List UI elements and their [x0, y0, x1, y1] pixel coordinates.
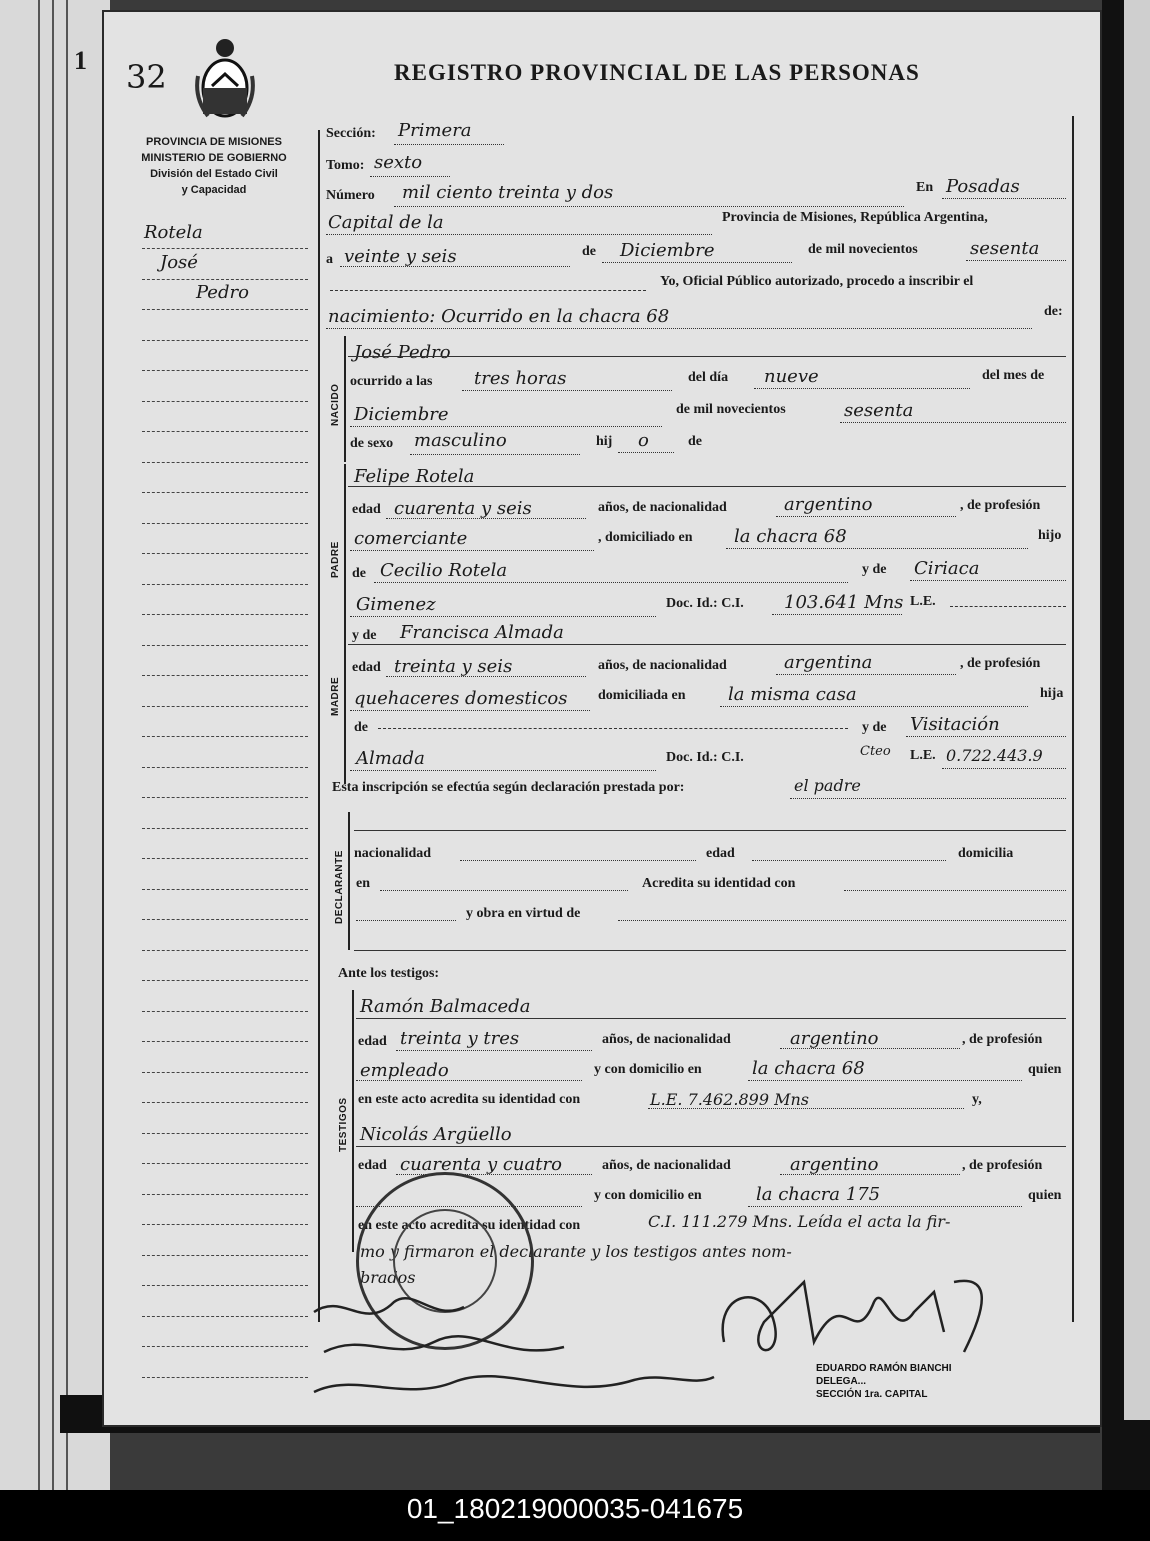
padre-prof-value: comerciante — [354, 528, 468, 549]
t2-dom-value: la chacra 175 — [756, 1184, 881, 1205]
t1-nac-label: años, de nacionalidad — [602, 1032, 731, 1047]
padre-tag: PADRE — [330, 541, 341, 578]
margin-line — [142, 889, 308, 890]
margin-line — [142, 950, 308, 951]
de-nacido-label: de — [688, 434, 702, 449]
testigos-label: Ante los testigos: — [338, 966, 440, 981]
dia-value: veinte y seis — [344, 246, 457, 267]
padre-madre-value: Ciriaca — [914, 558, 980, 579]
margin-second-name: Pedro — [196, 282, 249, 303]
margin-line — [142, 1102, 308, 1103]
provincia-label: Provincia de Misiones, República Argentina, — [722, 210, 988, 225]
seccion-value: Primera — [398, 120, 472, 141]
madre-doc-label: Doc. Id.: C.I. — [666, 750, 744, 765]
t1-edad-label: edad — [358, 1034, 387, 1049]
lugar-value: Capital de la — [328, 212, 444, 233]
t1-dom-value: la chacra 68 — [752, 1058, 865, 1079]
form-left-rule — [318, 130, 320, 1322]
testigo2-name: Nicolás Argüello — [360, 1124, 512, 1145]
decl-en-label: en — [356, 876, 370, 891]
margin-line — [142, 767, 308, 768]
madre-cteo: Cteo — [860, 744, 891, 759]
a-label: a — [326, 252, 333, 267]
hij-value: o — [638, 430, 649, 451]
margin-line — [142, 309, 308, 310]
province-block — [124, 134, 304, 198]
t2-dom-label: y con domicilio en — [594, 1188, 702, 1203]
oficial-label: Yo, Oficial Público autorizado, procedo a inscribir el — [660, 274, 974, 289]
register-page — [104, 12, 1100, 1425]
declaracion-label: Esta inscripción se efectúa según declaración prestada por: — [332, 780, 685, 795]
madre-dom-label: domiciliada en — [598, 688, 686, 703]
padre-doc-value: 103.641 Mns — [784, 592, 904, 613]
madre-madre-value: Visitación — [910, 714, 1000, 735]
margin-surname: Rotela — [144, 222, 203, 243]
t1-y-label: y, — [972, 1092, 982, 1107]
form-right-rule — [1072, 116, 1074, 1322]
decl-acredita-label: Acredita su identidad con — [642, 876, 796, 891]
madre-tag: MADRE — [330, 676, 341, 716]
mes-value: Diciembre — [620, 240, 715, 261]
anio-value: sesenta — [970, 238, 1040, 259]
t1-prof-value: empleado — [360, 1060, 449, 1081]
padre-apellido: Gimenez — [356, 594, 436, 615]
closing-line-1: mo y firmaron el declarante y los testigos antes nom- — [360, 1242, 792, 1261]
margin-line — [142, 919, 308, 920]
t2-prof-label: , de profesión — [962, 1158, 1043, 1173]
madre-prof-label: , de profesión — [960, 656, 1041, 671]
margin-line — [142, 1072, 308, 1073]
sexo-value: masculino — [414, 430, 507, 451]
page-number: 32 — [126, 58, 167, 96]
margin-line — [142, 645, 308, 646]
madre-edad-value: treinta y seis — [394, 656, 513, 677]
document-title: REGISTRO PROVINCIAL DE LAS PERSONAS — [394, 60, 920, 85]
division-line: División del Estado Civil — [150, 168, 278, 180]
t1-dom-label: y con domicilio en — [594, 1062, 702, 1077]
margin-line — [142, 431, 308, 432]
padre-padre-value: Cecilio Rotela — [380, 560, 508, 581]
del-dia-label: del día — [688, 370, 729, 385]
margin-line — [142, 675, 308, 676]
officer-stamp — [816, 1362, 1006, 1401]
left-leaf-number: 1 — [74, 46, 87, 75]
margin-line — [142, 736, 308, 737]
decl-nacionalidad-label: nacionalidad — [354, 846, 432, 861]
padre-edad-value: cuarenta y seis — [394, 498, 532, 519]
margin-line — [142, 1133, 308, 1134]
numero-value: mil ciento treinta y dos — [402, 182, 614, 203]
margin-line — [142, 1346, 308, 1347]
margin-line — [142, 279, 308, 280]
t1-acredita-label: en este acto acredita su identidad con — [358, 1092, 581, 1107]
padre-nac-value: argentino — [784, 494, 873, 515]
madre-le-label: L.E. — [910, 748, 936, 763]
margin-line — [142, 462, 308, 463]
en-label: En — [916, 180, 934, 195]
madre-le-value: 0.722.443.9 — [946, 746, 1043, 765]
testigo1-name: Ramón Balmaceda — [360, 996, 531, 1017]
margin-line — [142, 248, 308, 249]
madre-hija-label: hija — [1040, 686, 1064, 701]
padre-hijo-label: hijo — [1038, 528, 1062, 543]
nacido-name: José Pedro — [354, 342, 451, 363]
stamp-line-3: SECCIÓN 1ra. CAPITAL — [816, 1389, 928, 1400]
padre-dom-value: la chacra 68 — [734, 526, 847, 547]
province-line: PROVINCIA DE MISIONES — [146, 136, 282, 148]
decl-edad-label: edad — [706, 846, 735, 861]
padre-prof-label: , de profesión — [960, 498, 1041, 513]
tomo-value: sexto — [374, 152, 423, 173]
madre-prof-value: quehaceres domesticos — [354, 688, 568, 709]
t2-edad-label: edad — [358, 1158, 387, 1173]
madre-edad-label: edad — [352, 660, 381, 675]
t2-id-value: C.I. 111.279 Mns. Leída el acta la fir- — [648, 1212, 951, 1231]
anio-nacido-value: sesenta — [844, 400, 914, 421]
seccion-label: Sección: — [326, 126, 376, 141]
padre-dom-label: , domiciliado en — [598, 530, 693, 545]
declarante-tag: DECLARANTE — [334, 850, 345, 924]
stamp-line-2: DELEGA... — [816, 1376, 867, 1387]
margin-line — [142, 706, 308, 707]
madre-name: Francisca Almada — [400, 622, 564, 643]
margin-line — [142, 1011, 308, 1012]
margin-line — [142, 1316, 308, 1317]
testigos-tag: TESTIGOS — [338, 1097, 349, 1152]
padre-le-label: L.E. — [910, 594, 936, 609]
de-label: de — [582, 244, 596, 259]
margin-line — [142, 1255, 308, 1256]
madre-dom-value: la misma casa — [728, 684, 857, 705]
t2-edad-value: cuarenta y cuatro — [400, 1154, 562, 1175]
de-colon-label: de: — [1044, 304, 1063, 319]
t1-prof-label: , de profesión — [962, 1032, 1043, 1047]
tomo-label: Tomo: — [326, 158, 365, 173]
t1-id-value: L.E. 7.462.899 Mns — [650, 1090, 809, 1109]
closing-line-2: brados — [360, 1268, 416, 1287]
ocurrido-label: ocurrido a las — [350, 374, 433, 389]
mil-nacido-label: de mil novecientos — [676, 402, 786, 417]
padre-yde-label: y de — [862, 562, 887, 577]
padre-name: Felipe Rotela — [354, 466, 475, 487]
margin-line — [142, 401, 308, 402]
margin-line — [142, 1163, 308, 1164]
dia-nacido-value: nueve — [764, 366, 819, 387]
madre-de-label: de — [354, 720, 368, 735]
sexo-label: de sexo — [350, 436, 394, 451]
mil-label: de mil novecientos — [808, 242, 918, 257]
left-leaf — [0, 0, 110, 1490]
t2-nac-value: argentino — [790, 1154, 879, 1175]
t2-quien-label: quien — [1028, 1188, 1062, 1203]
t2-nac-label: años, de nacionalidad — [602, 1158, 731, 1173]
hora-value: tres horas — [474, 368, 567, 389]
t1-quien-label: quien — [1028, 1062, 1062, 1077]
ministry-line: MINISTERIO DE GOBIERNO — [141, 152, 287, 164]
official-signature — [704, 1262, 1004, 1372]
margin-line — [142, 828, 308, 829]
right-leaf-edge — [1102, 0, 1150, 1490]
margin-line — [142, 1377, 308, 1378]
en-value: Posadas — [946, 176, 1020, 197]
margin-line — [142, 370, 308, 371]
mes-nacido-value: Diciembre — [354, 404, 449, 425]
capacity-line: y Capacidad — [181, 184, 247, 196]
decl-obra-label: y obra en virtud de — [466, 906, 581, 921]
margin-line — [142, 340, 308, 341]
madre-yde-label: y de — [352, 628, 377, 643]
decl-domicilio-label: domicilia — [958, 846, 1014, 861]
margin-line — [142, 492, 308, 493]
margin-line — [142, 614, 308, 615]
padre-nac-label: años, de nacionalidad — [598, 500, 727, 515]
margin-line — [142, 1285, 308, 1286]
madre-yde2-label: y de — [862, 720, 887, 735]
footer-code: 01_180219000035-041675 — [406, 1493, 744, 1524]
madre-apellido: Almada — [356, 748, 425, 769]
margin-line — [142, 553, 308, 554]
margin-line — [142, 523, 308, 524]
witness-signatures — [304, 1292, 724, 1412]
t2-acredita-label: en este acto acredita su identidad con — [358, 1218, 581, 1233]
del-mes-label: del mes de — [982, 368, 1045, 383]
madre-nac-value: argentina — [784, 652, 873, 673]
nacido-tag: NACIDO — [330, 383, 341, 426]
margin-line — [142, 797, 308, 798]
padre-de-label: de — [352, 566, 366, 581]
margin-line — [142, 1041, 308, 1042]
margin-line — [142, 1224, 308, 1225]
margin-first-name: José — [160, 252, 198, 273]
margin-line — [142, 980, 308, 981]
margin-line — [142, 1194, 308, 1195]
margin-line — [142, 858, 308, 859]
margin-line — [142, 584, 308, 585]
inscripcion-value: nacimiento: Ocurrido en la chacra 68 — [328, 306, 670, 327]
padre-doc-label: Doc. Id.: C.I. — [666, 596, 744, 611]
t1-nac-value: argentino — [790, 1028, 879, 1049]
hij-label: hij — [596, 434, 613, 449]
madre-nac-label: años, de nacionalidad — [598, 658, 727, 673]
coat-of-arms-icon — [194, 36, 256, 122]
padre-edad-label: edad — [352, 502, 381, 517]
declaracion-value: el padre — [794, 776, 861, 795]
numero-label: Número — [326, 188, 375, 203]
t1-edad-value: treinta y tres — [400, 1028, 520, 1049]
stamp-line-1: EDUARDO RAMÓN BIANCHI — [816, 1363, 952, 1374]
